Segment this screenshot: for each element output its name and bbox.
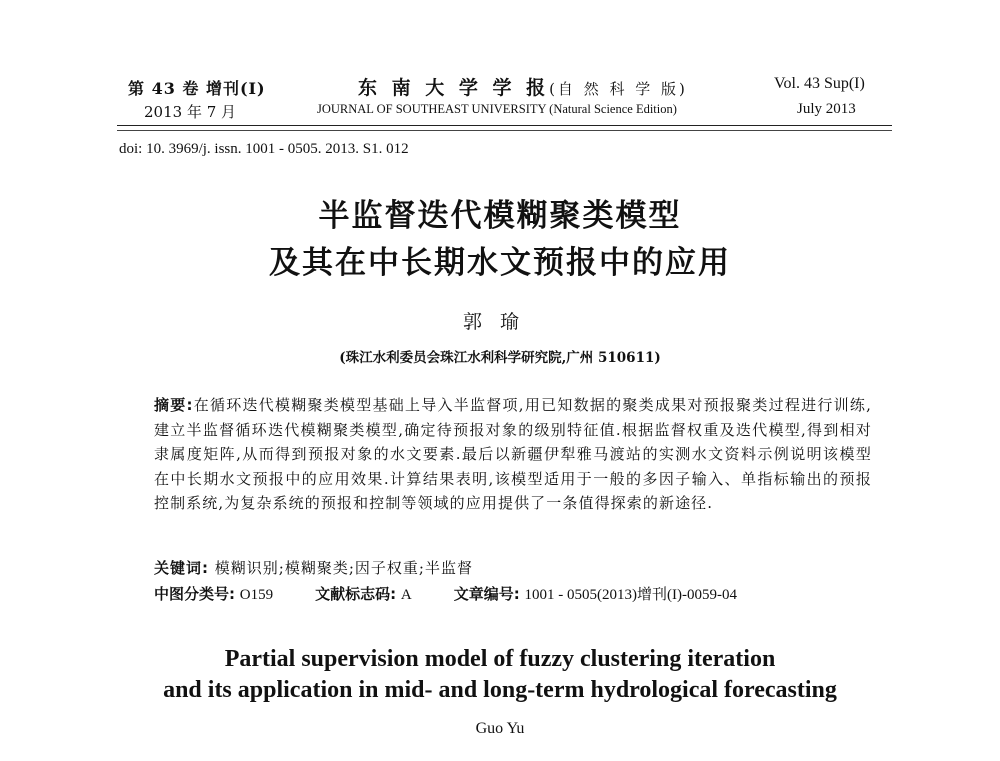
paper-title-en-line1: Partial supervision model of fuzzy clustering iteration bbox=[224, 646, 776, 672]
keywords bbox=[154, 557, 473, 578]
affiliation-cn: (珠江水利委员会珠江水利科学研究院,广州 510611) bbox=[339, 350, 661, 366]
doc-code-label: 文献标志码: bbox=[315, 585, 397, 603]
article-no-value: 1001 - 0505(2013)增刊(I)-0059-04 bbox=[524, 587, 737, 603]
journal-name-cn bbox=[358, 73, 688, 100]
keywords-text: 模糊识别;模糊聚类;因子权重;半监督 bbox=[214, 559, 473, 577]
classification-line bbox=[154, 583, 737, 604]
volume-cn: 第 43 卷 增刊(I) bbox=[128, 79, 266, 98]
author-cn: 郭瑜 bbox=[462, 311, 537, 333]
journal-edition-cn: (自 然 科 学 版) bbox=[549, 80, 688, 98]
article-no-label: 文章编号: bbox=[453, 585, 520, 603]
doi: doi: 10. 3969/j. issn. 1001 - 0505. 2013. S1. 012 bbox=[119, 141, 409, 157]
doc-code-value: A bbox=[400, 587, 412, 603]
header-rule bbox=[117, 125, 892, 126]
clc-label: 中图分类号: bbox=[154, 585, 235, 603]
abstract-text: 在循环迭代模糊聚类模型基础上导入半监督项,用已知数据的聚类成果对预报聚类过程进行训练,建立半监督循环迭代模糊聚类模型,确定待预报对象的级别特征值.根据监督权重及迭代模型,得到相对隶属度矩阵,从而得到预报对象的水文要素.最后以新疆伊犁雅马渡站的实测水文资料示例说明该模型在中长期水文预报中的应用效果.计算结果表明,该模型适用于一般的多因子输入、单指标输出的预报控制系统,为复杂系统的预报和控制等领域的应用提供了一条值得探索的新途径. bbox=[154, 396, 872, 512]
author-en: Guo Yu bbox=[475, 720, 525, 737]
abstract-label: 摘要: bbox=[154, 396, 194, 414]
paper-title-en-line2: and its application in mid- and long-term hydrological forecasting bbox=[163, 677, 837, 703]
paper-title-cn-line2: 及其在中长期水文预报中的应用 bbox=[269, 245, 731, 281]
journal-title-cn: 东 南 大 学 学 报 bbox=[358, 77, 550, 99]
volume-en: Vol. 43 Sup(I) bbox=[774, 75, 865, 92]
date-en: July 2013 bbox=[797, 101, 856, 117]
abstract bbox=[154, 393, 872, 516]
keywords-label: 关键词: bbox=[154, 559, 209, 577]
journal-name-en: JOURNAL OF SOUTHEAST UNIVERSITY (Natural Science Edition) bbox=[317, 102, 677, 116]
header-rule-thin bbox=[117, 130, 892, 131]
paper-title-cn-line1: 半监督迭代模糊聚类模型 bbox=[318, 198, 682, 234]
date-cn: 2013 年 7 月 bbox=[144, 103, 237, 121]
clc-value: O159 bbox=[239, 587, 274, 603]
